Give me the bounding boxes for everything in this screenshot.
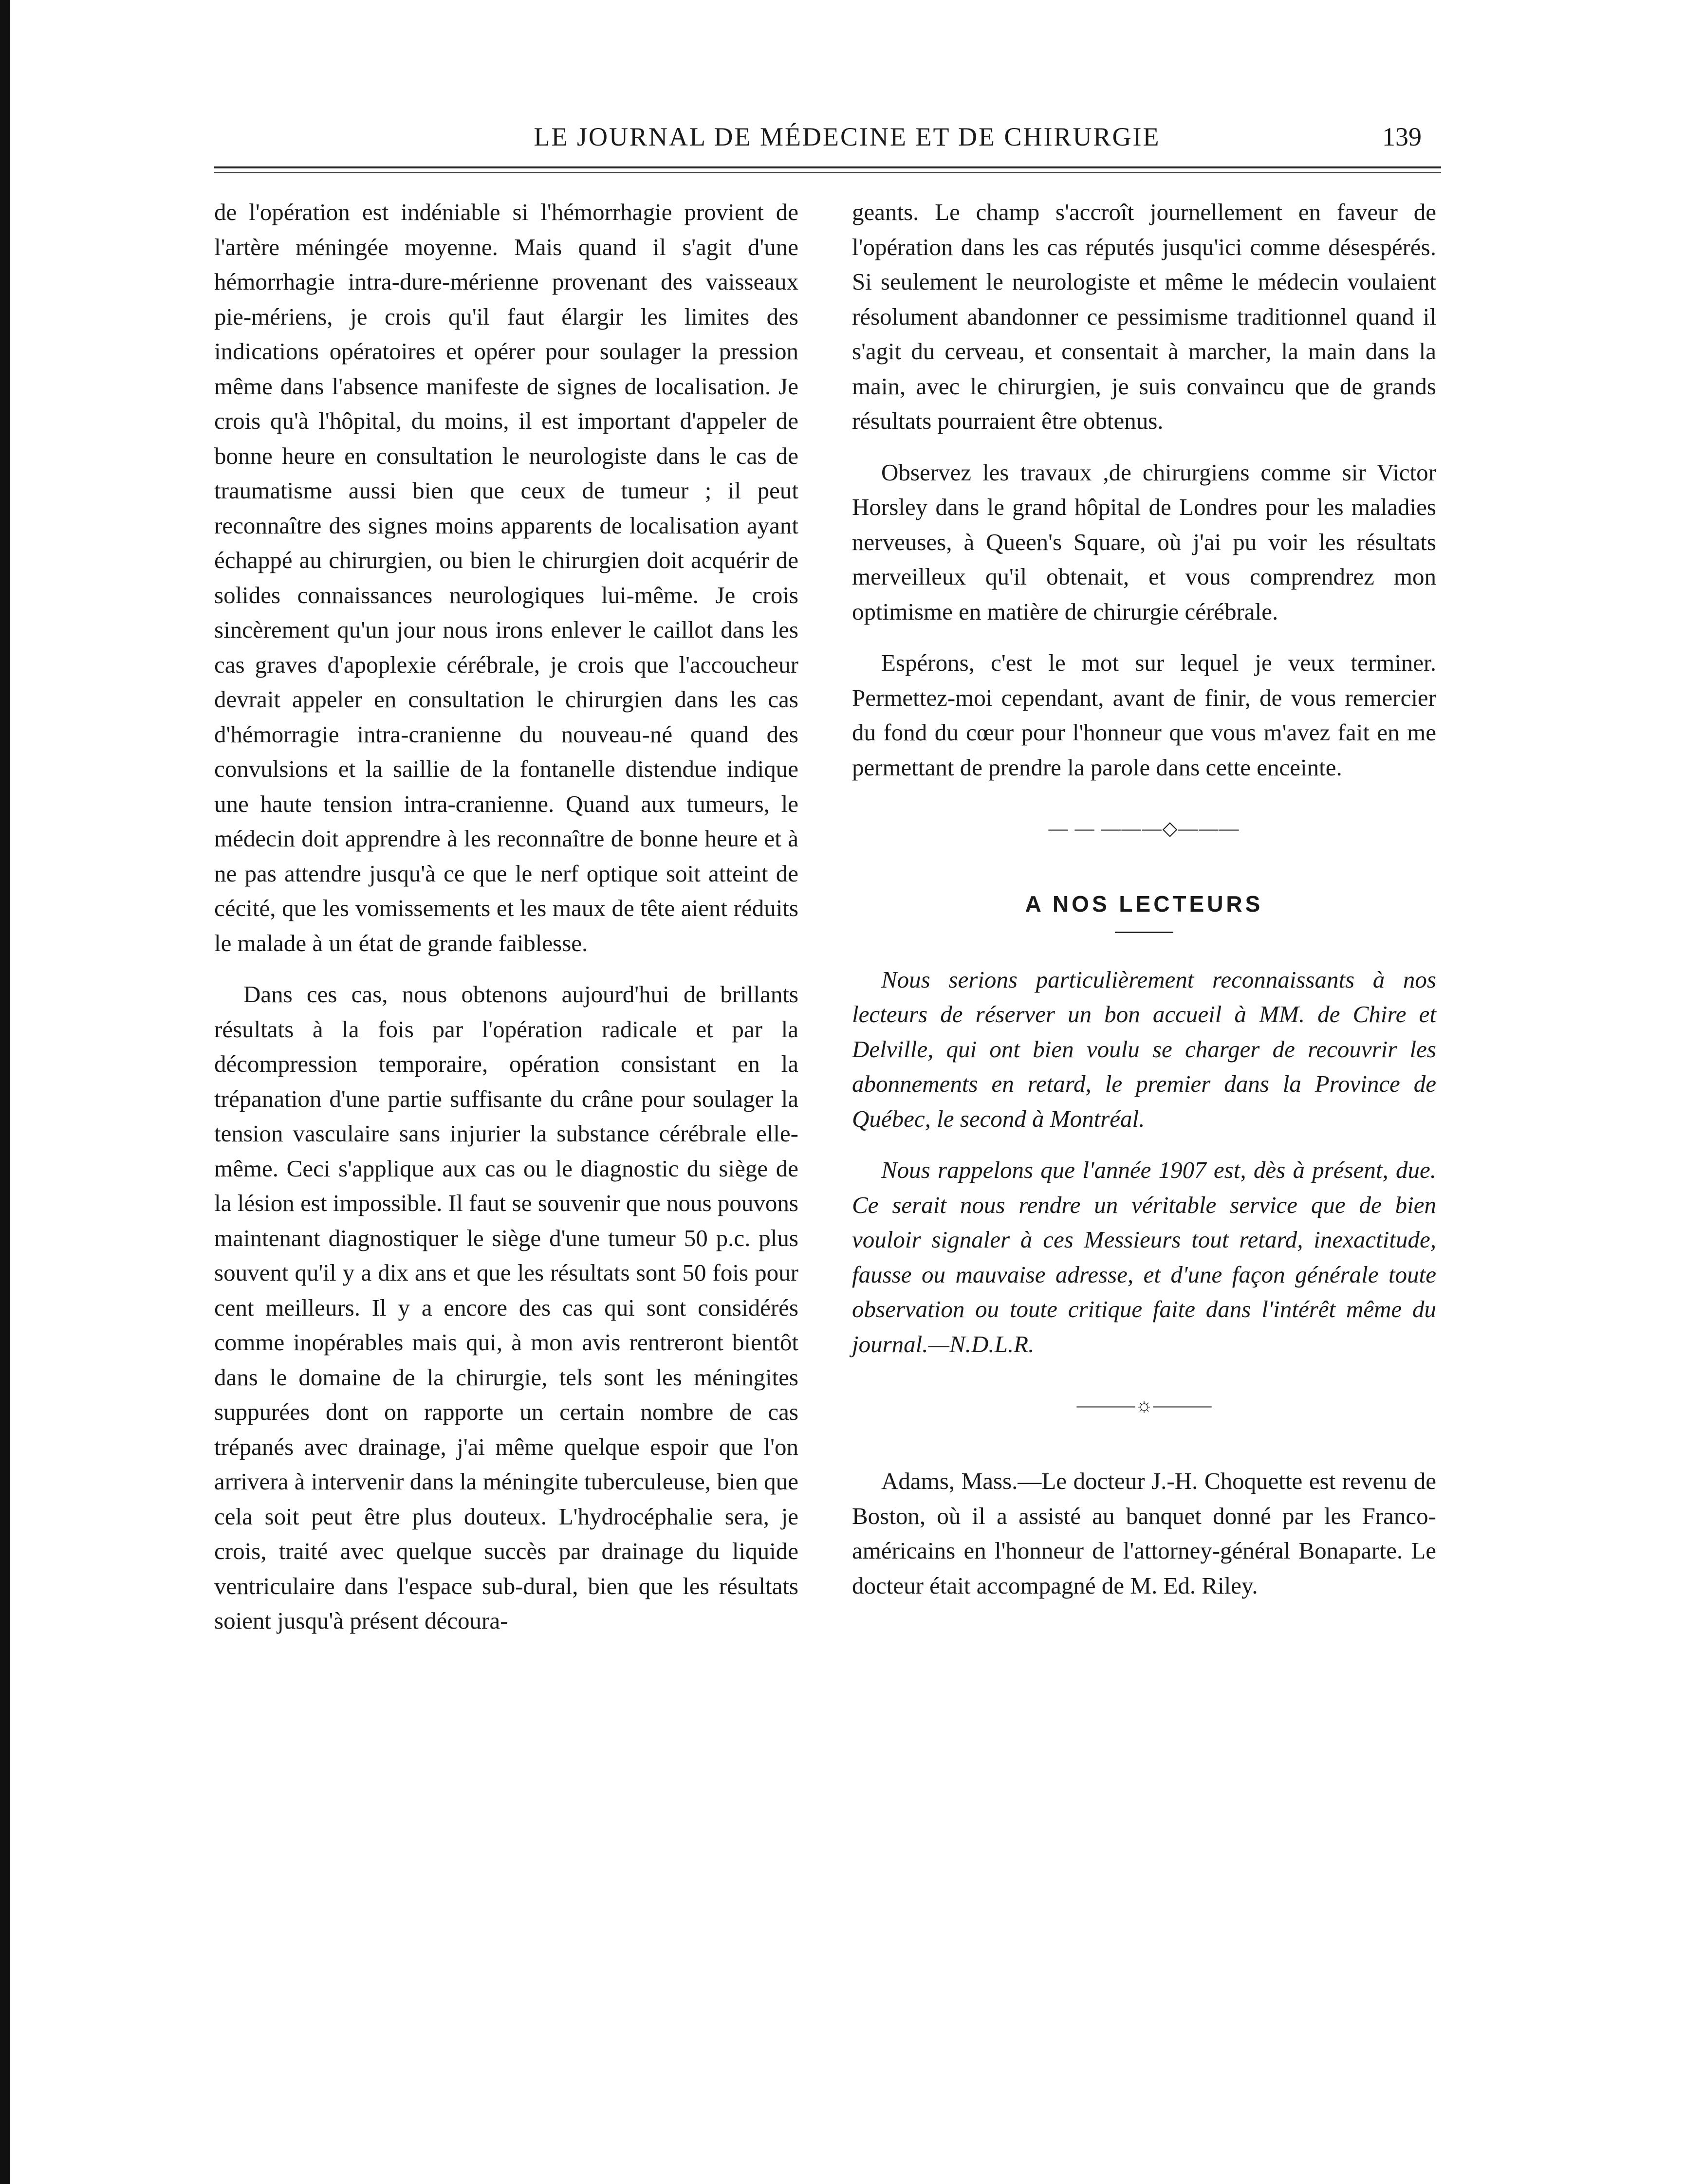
notice-paragraph-2: Nous rappelons que l'année 1907 est, dès à présent, due. Ce serait nous rendre un véritable service que de bien vouloir signaler à ces Messieurs tout retard, inexactitude, fausse ou mauvaise adresse, et d'une façon générale toute observation ou toute critique faite dans l'intérêt même du journal.—N.D.L.R. bbox=[852, 1156, 1436, 1358]
ornament-divider-2: ———☼——— bbox=[1076, 1394, 1212, 1416]
notice-block bbox=[852, 962, 1436, 1362]
left-paragraph-1: de l'opération est indéniable si l'hémorrhagie provient de l'artère méningée moyenne. Mais quand il s'agit d'une hémorrhagie intra-dure-mérienne provenant des vaisseaux pie-mériens, je crois qu'il faut élargir les limites des indications opératoires et opérer pour soulager la pression même dans l'absence manifeste de signes de localisation. Je crois qu'à l'hôpital, du moins, il est important d'appeler de bonne heure en consultation le neurologiste dans le cas de traumatisme aussi bien que ceux de tumeur ; il peut reconnaître des signes moins apparents de localisation ayant échappé au chirurgien, ou bien le chirurgien doit acquérir de solides connaissances neurologiques lui-même. Je crois sincèrement qu'un jour nous irons enlever le caillot dans les cas graves d'apoplexie cérébrale, je crois que l'accoucheur devrait appeler en consultation le chirurgien dans les cas d'hémorragie intra-cranienne du nouveau-né quand des convulsions et la saillie de la fontanelle distendue indique une haute tension intra-cranienne. Quand aux tumeurs, le médecin doit apprendre à les reconnaître de bonne heure et à ne pas attendre jusqu'à ce que le nerf optique soit atteint de cécité, que les vomissements et les maux de tête aient réduits le malade à un état de grande faiblesse. bbox=[214, 199, 798, 956]
right-paragraph-1: geants. Le champ s'accroît journellement en faveur de l'opération dans les cas réputés jusqu'ici comme désespérés. Si seulement le neurologiste et même le médecin voulaient résolument abandonner ce pessimisme traditionnel quand il s'agit du cerveau, et consentait à marcher, la main dans la main, avec le chirurgien, je suis convaincu que de grands résultats pourraient être obtenus. bbox=[852, 199, 1436, 434]
ornament-divider-1: — — ———◇——— bbox=[1048, 817, 1240, 839]
notice-paragraph-1: Nous serions particulièrement reconnaissants à nos lecteurs de réserver un bon accueil à MM. de Chire et Delville, qui ont bien voulu se charger de recouvrir les abonnements en retard, le premier dans la Province de Québec, le second à Montréal. bbox=[852, 966, 1436, 1132]
news-paragraph: Adams, Mass.—Le docteur J.-H. Choquette est revenu de Boston, où il a assisté au banquet donné par les Franco-américains en l'honneur de l'attorney-général Bonaparte. Le docteur était accompagné de M. Ed. Riley. bbox=[852, 1468, 1436, 1599]
title-rule bbox=[1115, 932, 1173, 933]
page-binding-edge bbox=[0, 0, 10, 2184]
page-header bbox=[214, 122, 1441, 165]
header-rule bbox=[214, 166, 1441, 168]
left-column bbox=[214, 195, 798, 1638]
page-number: 139 bbox=[1382, 122, 1422, 151]
left-paragraph-2: Dans ces cas, nous obtenons aujourd'hui de brillants résultats à la fois par l'opération radicale et par la décompression temporaire, opération consistant en la trépanation d'une partie suffisante du crâne pour soulager la tension vasculaire sans injurier la substance cérébrale elle-même. Ceci s'applique aux cas ou le diagnostic du siège de la lésion est impossible. Il faut se souvenir que nous pouvons maintenant diagnostiquer le siège d'une tumeur 50 p.c. plus souvent qu'il y a dix ans et que les résultats sont 50 fois pour cent meilleurs. Il y a encore des cas qui sont considérés comme inopérables mais qui, à mon avis rentreront bientôt dans le domaine de la chirurgie, tels sont les méningites suppurées dont on rapporte un certain nombre de cas trépanés avec drainage, j'ai même quelque espoir que l'on arrivera à intervenir dans la méningite tuberculeuse, bien que cela soit peut être plus douteux. L'hydrocéphalie sera, je crois, traité avec quelque succès par drainage du liquide ventriculaire dans l'espace sub-dural, bien que les résultats soient jusqu'à présent découra- bbox=[214, 981, 798, 1634]
journal-page bbox=[214, 122, 1441, 1634]
right-paragraph-3: Espérons, c'est le mot sur lequel je veux terminer. Permettez-moi cependant, avant de finir, de vous remercier du fond du cœur pour l'honneur que vous m'avez fait en me permettant de prendre la parole dans cette enceinte. bbox=[852, 649, 1436, 781]
section-title: A NOS LECTEURS bbox=[1025, 891, 1263, 917]
right-paragraph-2: Observez les travaux ,de chirurgiens comme sir Victor Horsley dans le grand hôpital de Londres pour les maladies nerveuses, à Queen's Square, où j'ai pu voir les résultats merveilleux qu'il obtenait, et vous comprendrez mon optimisme en matière de chirurgie cérébrale. bbox=[852, 459, 1436, 625]
right-column bbox=[852, 195, 1436, 1603]
header-rule-secondary bbox=[214, 172, 1441, 173]
journal-title: LE JOURNAL DE MÉDECINE ET DE CHIRURGIE bbox=[534, 122, 1161, 151]
